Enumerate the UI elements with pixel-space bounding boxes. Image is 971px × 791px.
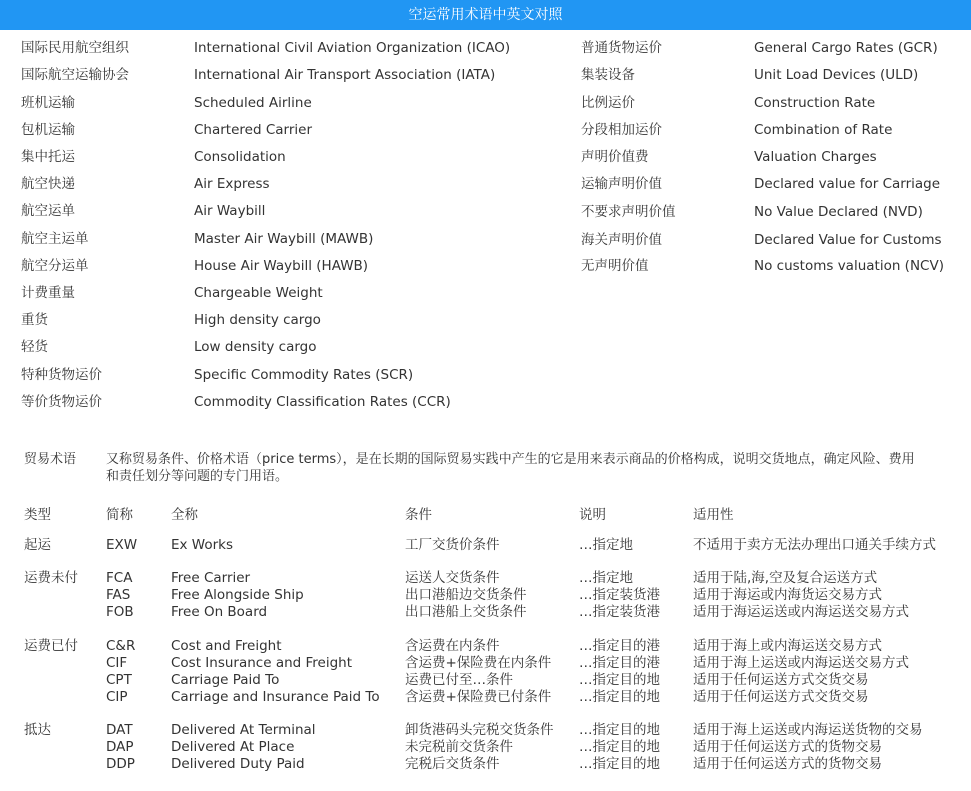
term-zh: 航空主运单 [21, 231, 89, 247]
header-type: 类型 [24, 507, 51, 523]
cell-full: Free Alongside Ship [171, 587, 304, 603]
header-applicability: 适用性 [693, 507, 734, 523]
cell-condition: 工厂交货价条件 [405, 537, 500, 553]
cell-applicability: 不适用于卖方无法办理出口通关手续方式 [693, 537, 936, 553]
term-en: Declared Value for Customs [754, 232, 942, 248]
cell-applicability: 适用于任何运送方式的货物交易 [693, 739, 882, 755]
term-zh: 国际民用航空组织 [21, 40, 129, 56]
term-en: Commodity Classification Rates (CCR) [194, 394, 451, 410]
cell-applicability: 适用于海运运送或内海运送交易方式 [693, 604, 909, 620]
cell-type: 运费已付 [24, 638, 78, 654]
cell-full: Ex Works [171, 537, 234, 553]
term-en: No Value Declared (NVD) [754, 204, 923, 220]
term-en: General Cargo Rates (GCR) [754, 40, 938, 56]
header-abbr: 简称 [106, 507, 133, 523]
term-zh: 不要求声明价值 [581, 204, 676, 220]
cell-note: …指定目的港 [579, 638, 660, 654]
term-en: International Air Transport Association (IATA) [194, 67, 496, 83]
term-en: Combination of Rate [754, 122, 893, 138]
cell-type: 抵达 [24, 722, 51, 738]
term-en: House Air Waybill (HAWB) [194, 258, 369, 274]
cell-full: Free On Board [171, 604, 268, 620]
term-en: Air Express [194, 176, 270, 192]
cell-abbr: FCA [106, 570, 133, 586]
term-zh: 航空分运单 [21, 258, 89, 274]
term-en: Chargeable Weight [194, 285, 323, 301]
intro-label: 贸易术语 [24, 452, 77, 467]
cell-abbr: DAP [106, 739, 134, 755]
cell-condition: 运费已付至…条件 [405, 672, 513, 688]
cell-abbr: FAS [106, 587, 131, 603]
cell-note: …指定目的地 [579, 722, 660, 738]
term-en: Specific Commodity Rates (SCR) [194, 367, 414, 383]
cell-note: …指定地 [579, 537, 633, 553]
term-zh: 分段相加运价 [581, 122, 662, 138]
cell-full: Carriage Paid To [171, 672, 280, 688]
term-zh: 国际航空运输协会 [21, 67, 129, 83]
cell-note: …指定目的地 [579, 739, 660, 755]
cell-condition: 出口港船边交货条件 [405, 587, 527, 603]
cell-note: …指定装货港 [579, 587, 660, 603]
term-zh: 轻货 [21, 339, 48, 355]
term-zh: 集中托运 [21, 149, 75, 165]
term-en: Air Waybill [194, 203, 266, 219]
cell-type: 起运 [24, 537, 51, 553]
cell-condition: 卸货港码头完税交货条件 [405, 722, 554, 738]
cell-full: Carriage and Insurance Paid To [171, 689, 380, 705]
cell-applicability: 适用于任何运送方式的货物交易 [693, 756, 882, 772]
term-zh: 集装设备 [581, 67, 635, 83]
term-en: No customs valuation (NCV) [754, 258, 944, 274]
term-zh: 声明价值费 [581, 149, 649, 165]
term-en: Scheduled Airline [194, 95, 312, 111]
term-zh: 计费重量 [21, 285, 75, 301]
header-condition: 条件 [405, 507, 432, 523]
cell-abbr: CIP [106, 689, 128, 705]
term-zh: 海关声明价值 [581, 232, 662, 248]
term-en: Declared value for Carriage [754, 176, 941, 192]
header-full: 全称 [171, 507, 198, 523]
cell-abbr: DDP [106, 756, 135, 772]
cell-applicability: 适用于任何运送方式交货交易 [693, 689, 869, 705]
term-en: Construction Rate [754, 95, 876, 111]
cell-condition: 含运费+保险费在内条件 [405, 655, 552, 671]
term-en: High density cargo [194, 312, 321, 328]
term-zh: 航空快递 [21, 176, 75, 192]
cell-type: 运费未付 [24, 570, 78, 586]
term-zh: 包机运输 [21, 122, 75, 138]
cell-full: Delivered Duty Paid [171, 756, 305, 772]
cell-note: …指定目的地 [579, 672, 660, 688]
cell-applicability: 适用于海上运送或内海运送交易方式 [693, 655, 909, 671]
cell-note: …指定装货港 [579, 604, 660, 620]
term-en: Chartered Carrier [194, 122, 312, 138]
term-en: International Civil Aviation Organization (ICAO) [194, 40, 511, 56]
cell-full: Delivered At Place [171, 739, 295, 755]
term-zh: 普通货物运价 [581, 40, 662, 56]
term-en: Master Air Waybill (MAWB) [194, 231, 374, 247]
term-en: Low density cargo [194, 339, 317, 355]
cell-full: Cost Insurance and Freight [171, 655, 353, 671]
glossary [0, 30, 971, 425]
cell-abbr: CIF [106, 655, 128, 671]
cell-full: Free Carrier [171, 570, 251, 586]
term-zh: 等价货物运价 [21, 394, 102, 410]
term-zh: 运输声明价值 [581, 176, 662, 192]
term-zh: 航空运单 [21, 203, 75, 219]
term-zh: 无声明价值 [581, 258, 649, 274]
cell-abbr: CPT [106, 672, 132, 688]
cell-note: …指定地 [579, 570, 633, 586]
cell-applicability: 适用于海上或内海运送交易方式 [693, 638, 882, 654]
term-zh: 重货 [21, 312, 48, 328]
cell-abbr: FOB [106, 604, 134, 620]
cell-note: …指定目的港 [579, 655, 660, 671]
page-title: 空运常用术语中英文对照 [0, 0, 971, 30]
cell-note: …指定目的地 [579, 689, 660, 705]
cell-condition: 完税后交货条件 [405, 756, 500, 772]
cell-abbr: C&R [106, 638, 136, 654]
cell-applicability: 适用于海上运送或内海运送货物的交易 [693, 722, 923, 738]
cell-condition: 未完税前交货条件 [405, 739, 513, 755]
cell-note: …指定目的地 [579, 756, 660, 772]
cell-condition: 含运费在内条件 [405, 638, 500, 654]
cell-condition: 出口港船上交货条件 [405, 604, 527, 620]
term-en: Unit Load Devices (ULD) [754, 67, 919, 83]
cell-applicability: 适用于海运或内海货运交易方式 [693, 587, 882, 603]
cell-condition: 运送人交货条件 [405, 570, 500, 586]
cell-abbr: DAT [106, 722, 133, 738]
cell-condition: 含运费+保险费已付条件 [405, 689, 552, 705]
cell-abbr: EXW [106, 537, 138, 553]
cell-full: Delivered At Terminal [171, 722, 316, 738]
header-note: 说明 [579, 507, 606, 523]
cell-applicability: 适用于陆,海,空及复合运送方式 [693, 570, 878, 586]
term-zh: 特种货物运价 [21, 367, 102, 383]
term-zh: 班机运输 [21, 95, 75, 111]
term-zh: 比例运价 [581, 95, 635, 111]
cell-applicability: 适用于任何运送方式交货交易 [693, 672, 869, 688]
term-en: Valuation Charges [754, 149, 877, 165]
term-en: Consolidation [194, 149, 286, 165]
intro-text: 又称贸易条件、价格术语（price terms），是在长期的国际贸易实践中产生的它是用来表示商品的价格构成，说明交货地点，确定风险、费用和责任划分等问题的专门用语。 [106, 452, 915, 484]
cell-full: Cost and Freight [171, 638, 282, 654]
